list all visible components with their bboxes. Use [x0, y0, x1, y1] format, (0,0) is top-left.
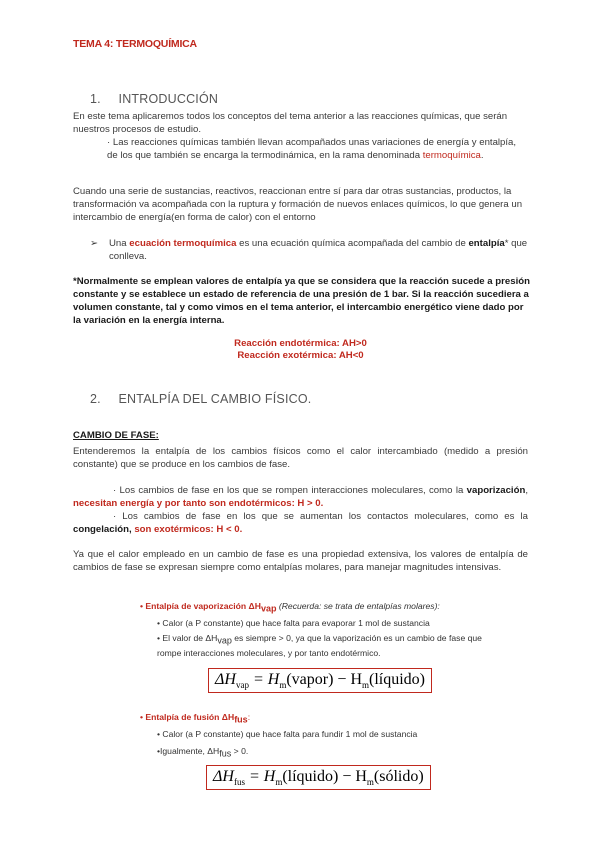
- exothermic-reaction: Reacción exotérmica: AH<0: [237, 350, 364, 361]
- congelation-term: congelación,: [73, 524, 132, 535]
- enthalpy-note: *Normalmente se emplean valores de entalpía ya que se considera que la reacción sucede a presión constante y se establece un estado de referencia de una presión de 1 bar. Si la reacción sucediera a volumen constante, tal y como vimos en el tema anterior, el intercambio energético viene dado por la variación en la energía interna.: [73, 276, 530, 326]
- vap-bullet-2b: es siempre > 0, ya que la vaporización es un cambio de fase que rompe interacciones moleculares, y por tanto endotérmico.: [157, 633, 482, 658]
- entalpia-term: entalpía: [468, 238, 505, 249]
- item-text-2: es una ecuación química acompañada del cambio de: [239, 238, 466, 249]
- vap-note: (Recuerda: se trata de entalpías molares):: [278, 601, 440, 611]
- fus-bullet-2: [157, 745, 537, 760]
- phase-change-subtitle: CAMBIO DE FASE:: [73, 430, 159, 441]
- fus-bullet-2-sub: fus: [219, 748, 232, 759]
- extensive-property-paragraph: Ya que el calor empleado en un cambio de fase es una propiedad extensiva, los valores de entalpía de cambios de fase se expresan siempre como entalpías molares, para manejar magnitudes intensivas.: [73, 549, 528, 573]
- eq2-lhs: ΔH: [213, 768, 234, 785]
- congelation-text: · Los cambios de fase en los que se aumentan los contactos moleculares, como es la: [113, 511, 528, 522]
- intro-paragraph: En este tema aplicaremos todos los conceptos del tema anterior a las reacciones químicas, que serán nuestros procesos de estudio.: [73, 111, 508, 135]
- eq2-rhs3: (sólido): [373, 768, 424, 785]
- section-2-title: ENTALPÍA DEL CAMBIO FÍSICO.: [118, 392, 312, 406]
- eq1-rhs2: (vapor) − H: [286, 671, 362, 688]
- eq1-m2: m: [362, 680, 370, 691]
- fus-bullet-2a: •Igualmente, ΔH: [157, 746, 220, 756]
- endothermic-reaction: Reacción endotérmica: AH>0: [234, 338, 367, 349]
- document-header: TEMA 4: TERMOQUÍMICA: [73, 38, 197, 50]
- vap-bullet-1: • Calor (a P constante) que hace falta para evaporar 1 mol de sustancia: [157, 618, 430, 628]
- eq2-m1: m: [275, 777, 283, 788]
- eq1-rhs1: = H: [248, 671, 280, 688]
- vaporization-item: [73, 484, 528, 510]
- fus-bullet-1: • Calor (a P constante) que hace falta para fundir 1 mol de sustancia: [157, 729, 418, 739]
- fusion-equation: [206, 765, 431, 790]
- vaporization-text: · Los cambios de fase en los que se rompen interacciones moleculares, como la: [113, 485, 464, 496]
- vaporization-comma: ,: [525, 485, 528, 496]
- exothermic-statement: son exotérmicos: H < 0.: [134, 524, 243, 535]
- thermochemical-equation-item: [109, 237, 529, 263]
- intro-bullet: [107, 136, 523, 162]
- section-1-number: 1.: [90, 92, 101, 106]
- section-2-heading: [90, 392, 311, 406]
- vap-title: • Entalpía de vaporización ΔH: [140, 601, 261, 611]
- fus-title: • Entalpía de fusión ΔH: [140, 712, 235, 722]
- endothermic-statement: necesitan energía y por tanto son endotérmicos: H > 0.: [73, 498, 324, 509]
- vap-title-sub: vap: [260, 603, 277, 614]
- item-text-1: Una: [109, 238, 127, 249]
- eq1-rhs3: (líquido): [369, 671, 426, 688]
- arrow-bullet-icon: ➢: [90, 238, 99, 249]
- section-2-number: 2.: [90, 392, 101, 406]
- intro-bullet-text: · Las reacciones químicas también llevan acompañados unas variaciones de energía y entalpía, de los que también se encarga la termodinámica, en la rama denominada: [107, 137, 517, 161]
- congelation-item: [73, 510, 528, 536]
- fus-bullet-2b: > 0.: [231, 746, 249, 756]
- eq2-rhs2: (líquido) − H: [282, 768, 367, 785]
- section-1-heading: [90, 92, 218, 106]
- fus-title-sub: fus: [234, 714, 248, 725]
- section-1-title: INTRODUCCIÓN: [118, 92, 219, 106]
- intro-bullet-period: .: [480, 150, 484, 161]
- vaporization-enthalpy-title: [140, 600, 540, 615]
- termoquimica-term: termoquímica: [422, 150, 481, 161]
- vap-bullet-2: [157, 632, 502, 659]
- eq2-rhs1: = H: [244, 768, 276, 785]
- eq2-m2: m: [366, 777, 374, 788]
- eq1-m1: m: [279, 680, 287, 691]
- eq2-lhs-sub: fus: [233, 777, 245, 788]
- ecuacion-termoquimica-term: ecuación termoquímica: [129, 238, 237, 249]
- item-text-3: * que conlleva.: [109, 238, 528, 262]
- eq1-lhs-sub: vap: [235, 680, 249, 691]
- reaction-paragraph: Cuando una serie de sustancias, reactivos, reaccionan entre sí para dar otras sustancias, productos, la transformación va acompañada con la ruptura y formación de nuevos enlaces químicos, lo que genera un intercambio de energía(en forma de calor) con el entorno: [73, 186, 523, 223]
- fus-colon: :: [247, 712, 251, 722]
- vaporization-term: vaporización: [466, 485, 526, 496]
- vap-bullet-2-sub: vap: [217, 635, 232, 646]
- fusion-enthalpy-title: [140, 711, 540, 726]
- vaporization-equation: [208, 668, 432, 693]
- vap-bullet-2a: • El valor de ΔH: [157, 633, 218, 643]
- phase-change-paragraph: Entenderemos la entalpía de los cambios físicos como el calor intercambiado (medido a presión constante) que se produce en los cambios de fase.: [73, 446, 528, 470]
- eq1-lhs: ΔH: [215, 671, 236, 688]
